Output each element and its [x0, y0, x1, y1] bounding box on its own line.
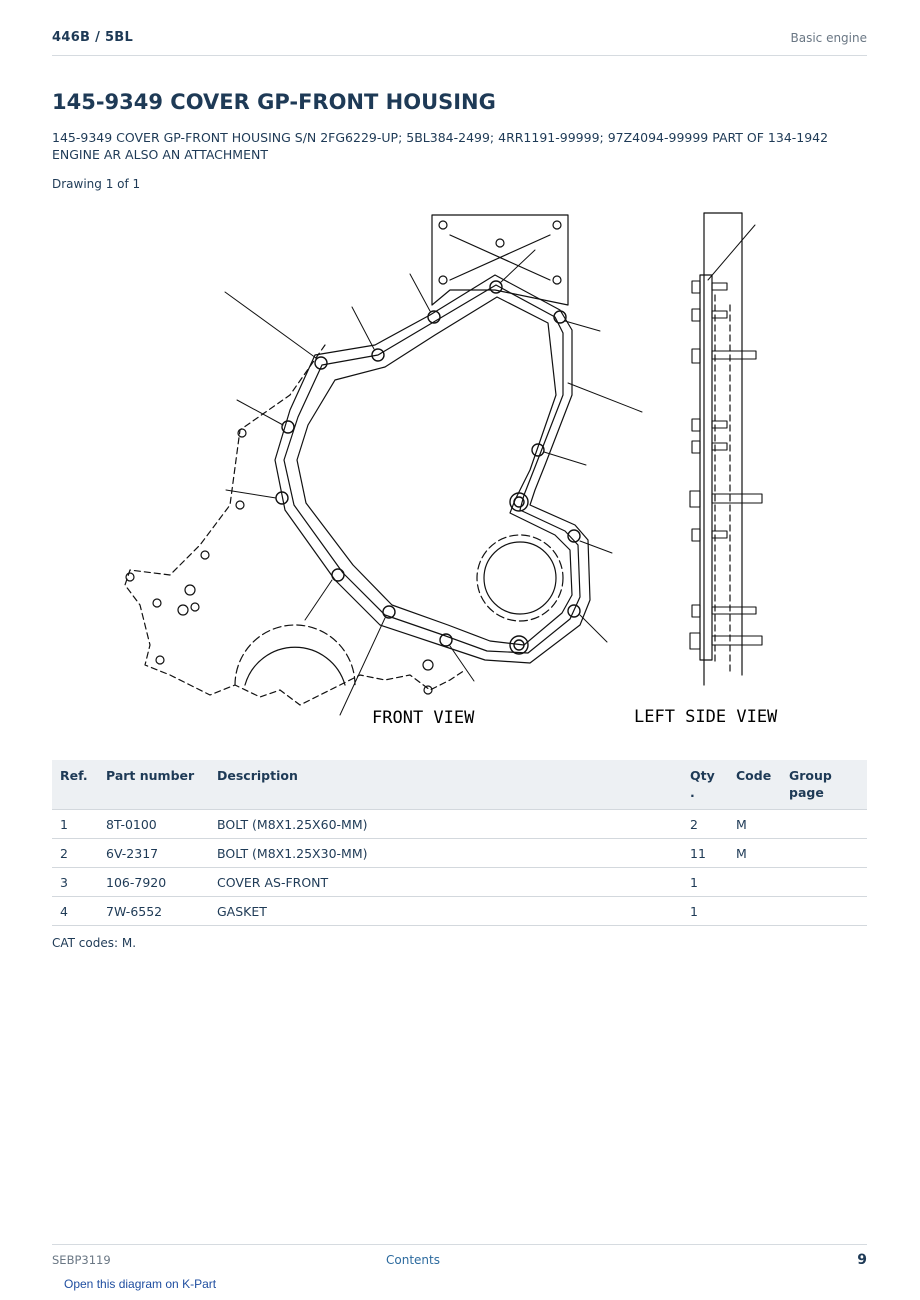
model-header: 446B / 5BL — [52, 30, 134, 45]
code-cell — [728, 897, 781, 926]
description-cell: COVER AS-FRONT — [209, 868, 682, 897]
contents-link[interactable]: Contents — [386, 1253, 440, 1267]
part-number-cell: 6V-2317 — [98, 839, 209, 868]
ref-cell: 2 — [52, 839, 98, 868]
qty-cell: 2 — [682, 810, 728, 839]
parts-table — [52, 760, 867, 926]
ref-cell: 1 — [52, 810, 98, 839]
front-cover-opening — [297, 297, 572, 645]
description-cell: GASKET — [209, 897, 682, 926]
col-description: Description — [209, 760, 682, 810]
table-row — [52, 839, 867, 868]
group-page-cell — [781, 839, 867, 868]
front-view-label: FRONT VIEW — [372, 708, 475, 728]
part-number-cell: 8T-0100 — [98, 810, 209, 839]
left-side-view-drawing — [690, 213, 762, 685]
page-title: 145-9349 COVER GP-FRONT HOUSING — [52, 90, 496, 114]
open-in-kpart-link[interactable]: Open this diagram on K-Part — [64, 1277, 217, 1291]
qty-cell: 1 — [682, 897, 728, 926]
code-cell: M — [728, 810, 781, 839]
exploded-view-drawing — [110, 205, 810, 735]
ref-cell: 4 — [52, 897, 98, 926]
drawing-count: Drawing 1 of 1 — [52, 177, 141, 191]
qty-cell: 1 — [682, 868, 728, 897]
page-number: 9 — [857, 1252, 867, 1268]
group-page-cell — [781, 897, 867, 926]
ref-cell: 3 — [52, 868, 98, 897]
header-divider — [52, 55, 867, 56]
leader-lines — [225, 250, 642, 715]
col-group-page: Group page — [781, 760, 867, 810]
col-code: Code — [728, 760, 781, 810]
front-cover-outline — [275, 275, 590, 663]
code-cell — [728, 868, 781, 897]
serial-range-description: 145-9349 COVER GP-FRONT HOUSING S/N 2FG6229-UP; 5BL384-2499; 4RR1191-99999; 97Z4094-99999 PART OF 134-1942 ENGINE AR ALSO AN ATTACHMENT — [52, 130, 829, 162]
part-number-cell: 7W-6552 — [98, 897, 209, 926]
part-number-cell: 106-7920 — [98, 868, 209, 897]
col-ref: Ref. — [52, 760, 98, 810]
left-side-view-label: LEFT SIDE VIEW — [634, 707, 778, 727]
description-cell: BOLT (M8X1.25X30-MM) — [209, 839, 682, 868]
col-part-number: Part number — [98, 760, 209, 810]
section-header: Basic engine — [790, 31, 867, 45]
table-row — [52, 810, 867, 839]
parts-table-header — [52, 760, 867, 810]
description-cell: BOLT (M8X1.25X60-MM) — [209, 810, 682, 839]
cat-codes-note: CAT codes: M. — [52, 936, 137, 950]
col-qty: Qty . — [682, 760, 728, 810]
footer-divider — [52, 1244, 867, 1245]
table-row — [52, 868, 867, 897]
group-page-cell — [781, 810, 867, 839]
parts-diagram[interactable] — [110, 205, 810, 735]
qty-cell: 11 — [682, 839, 728, 868]
code-cell: M — [728, 839, 781, 868]
gasket-groove — [284, 285, 580, 653]
table-row — [52, 897, 867, 926]
group-page-cell — [781, 868, 867, 897]
document-id: SEBP3119 — [52, 1253, 111, 1267]
